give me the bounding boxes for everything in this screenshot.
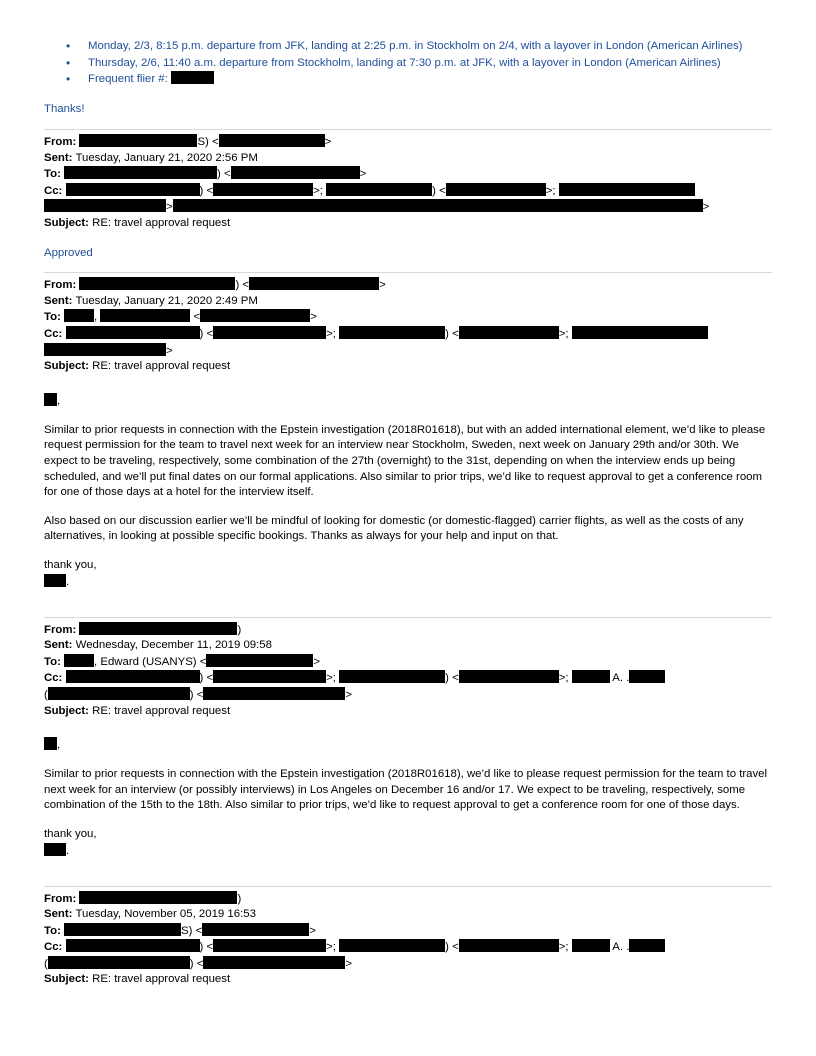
redaction-box [44, 737, 57, 750]
redaction-box [202, 923, 309, 936]
sent-value: Tuesday, January 21, 2020 2:49 PM [75, 294, 258, 307]
email-header [44, 277, 772, 375]
redaction-box [66, 939, 200, 952]
cc-tail: A. . [612, 672, 630, 685]
to-line: To: , < > [44, 311, 317, 324]
email-header [44, 622, 772, 720]
redaction-box [459, 670, 559, 683]
redaction-box [629, 939, 665, 952]
from-label: From: [44, 136, 77, 149]
sent-line [44, 151, 772, 167]
redaction-box [44, 393, 57, 406]
redaction-box [339, 326, 445, 339]
cc-line: Cc: ) < >; ) < >; [44, 326, 772, 343]
to-label: To: [44, 168, 61, 181]
redaction-box [339, 670, 445, 683]
email-header [44, 134, 772, 232]
sent-line [44, 907, 772, 923]
header-divider [44, 272, 772, 273]
to-line: To: ) < > [44, 168, 367, 181]
cc-label: Cc: [44, 941, 63, 954]
itinerary-item [66, 38, 772, 55]
redaction-box [44, 343, 166, 356]
email-body: Also based on our discussion earlier we’ll be mindful of looking for domestic (or domestic-flagged) carrier flights, as well as the costs of any alternatives, in looking at possible specific bookings. Thanks as always for your help and input on that. [44, 514, 744, 543]
redaction-box [64, 309, 94, 322]
redaction-box [203, 687, 345, 700]
signature-line: . [44, 574, 772, 590]
redaction-box [559, 183, 695, 196]
subject-label: Subject: [44, 704, 89, 717]
redaction-box [44, 199, 166, 212]
thanks-line: Thanks! [44, 102, 85, 115]
redaction-box [219, 134, 325, 147]
sent-label: Sent: [44, 151, 73, 164]
sent-label: Sent: [44, 639, 73, 652]
redaction-box [79, 622, 237, 635]
from-label: From: [44, 892, 77, 905]
redaction-box [213, 326, 326, 339]
cc-line-continued: > [44, 343, 772, 360]
signature-line: . [44, 843, 772, 859]
itinerary-list [44, 38, 772, 88]
subject-value: RE: travel approval request [92, 360, 231, 373]
redaction-box [66, 326, 200, 339]
to-label: To: [44, 311, 61, 324]
subject-value: RE: travel approval request [92, 973, 231, 986]
to-line: To: S) < > [44, 924, 316, 937]
from-line: From: S) < > [44, 136, 332, 149]
itinerary-text: Thursday, 2/6, 11:40 a.m. departure from Stockholm, landing at 7:30 p.m. at JFK, with a layover in London (American Airlines) [88, 56, 721, 69]
cc-label: Cc: [44, 672, 63, 685]
redaction-box [79, 134, 109, 147]
redaction-box [200, 309, 310, 322]
redaction-box [249, 277, 379, 290]
redaction-box [629, 670, 665, 683]
sent-line [44, 638, 772, 654]
to-line: To: , Edward (USANYS) < > [44, 655, 321, 668]
sent-label: Sent: [44, 908, 73, 921]
subject-label: Subject: [44, 217, 89, 230]
cc-line-continued: ( ) < > [44, 957, 353, 970]
email-thread [44, 38, 772, 988]
sent-line [44, 294, 772, 310]
redaction-box [79, 277, 235, 290]
redaction-box [206, 654, 313, 667]
redaction-box [213, 939, 326, 952]
sent-value: Tuesday, November 05, 2019 16:53 [75, 908, 256, 921]
redaction-box [66, 183, 200, 196]
subject-label: Subject: [44, 360, 89, 373]
subject-line [44, 359, 772, 375]
header-divider [44, 129, 772, 130]
sent-value: Tuesday, January 21, 2020 2:56 PM [75, 151, 258, 164]
redaction-box [64, 166, 217, 179]
redaction-box [572, 326, 708, 339]
redaction-box [100, 309, 190, 322]
sent-value: Wednesday, December 11, 2019 09:58 [75, 639, 272, 652]
to-name: , Edward (USANYS) < [94, 655, 207, 668]
subject-line [44, 704, 772, 720]
subject-value: RE: travel approval request [92, 217, 231, 230]
greeting-line: , [44, 393, 772, 409]
email-body: Similar to prior requests in connection with the Epstein investigation (2018R01618), we’d like to please request permission for the team to travel next week for an interview (or possibly interviews) in Los Angeles on December 16 and/or 17. We expect to be traveling, respectively, some combination of the 15th to the 18th. Also similar to prior trips, we’d like to request approval to get a conference room for one of those days. [44, 768, 768, 812]
redaction-box [326, 183, 432, 196]
redaction-box [48, 956, 190, 969]
signoff: thank you, [44, 827, 97, 840]
from-line: From: ) < > [44, 279, 386, 292]
redaction-box [64, 654, 94, 667]
email-body: Similar to prior requests in connection with the Epstein investigation (2018R01618), but with an added international element, we’d like to please request permission for the team to travel next week for an interview near Stockholm, Sweden, next week on January 29th and/or 30th. We expect to be traveling, respectively, some combination of the 27th (overnight) to the 31st, depending on when the interview ends up being scheduled, and we’ll put final dates on our formal applications. Also similar to prior trips, we’d like to request approval to get a conference room for one of those days at a hotel for the interview itself. [44, 423, 766, 499]
greeting-line: , [44, 737, 772, 753]
itinerary-text: Monday, 2/3, 8:15 p.m. departure from JFK, landing at 2:25 p.m. in Stockholm on 2/4, with a layover in London (American Airlines) [88, 40, 743, 52]
redaction-box [459, 326, 559, 339]
signoff: thank you, [44, 558, 97, 571]
itinerary-item [66, 55, 772, 72]
itinerary-item [66, 71, 772, 88]
header-divider [44, 617, 772, 618]
subject-line [44, 972, 772, 988]
from-line: From: ) [44, 623, 242, 636]
redaction-box [213, 670, 326, 683]
cc-line: Cc: ) < >; ) < >; A. . [44, 670, 772, 687]
to-label: To: [44, 655, 61, 668]
subject-line [44, 216, 772, 232]
to-label: To: [44, 924, 61, 937]
redaction-box [339, 939, 445, 952]
redaction-box [572, 939, 610, 952]
redaction-box [173, 199, 703, 212]
redaction-box [572, 670, 610, 683]
email-header [44, 891, 772, 989]
redaction-box [64, 923, 181, 936]
redaction-box [66, 670, 200, 683]
from-line: From: ) [44, 892, 242, 905]
redaction-box [459, 939, 559, 952]
sent-label: Sent: [44, 294, 73, 307]
cc-tail: A. . [612, 941, 630, 954]
redaction-box [171, 71, 214, 84]
cc-label: Cc: [44, 328, 63, 341]
cc-line: Cc: ) < >; ) < >; [44, 183, 772, 200]
redaction-box [109, 134, 197, 147]
redaction-box [79, 891, 237, 904]
itinerary-text: Frequent flier #: [88, 73, 168, 85]
redaction-box [203, 956, 345, 969]
email-body: Approved [44, 246, 93, 259]
subject-value: RE: travel approval request [92, 704, 231, 717]
redaction-box [44, 843, 66, 856]
cc-line-continued: ( ) < > [44, 688, 353, 701]
cc-line-continued: > > [44, 199, 772, 216]
cc-label: Cc: [44, 184, 63, 197]
from-label: From: [44, 279, 77, 292]
from-label: From: [44, 623, 77, 636]
redaction-box [213, 183, 313, 196]
redaction-box [48, 687, 190, 700]
redaction-box [446, 183, 546, 196]
subject-label: Subject: [44, 973, 89, 986]
header-divider [44, 886, 772, 887]
cc-line: Cc: ) < >; ) < >; A. . [44, 939, 772, 956]
redaction-box [44, 574, 66, 587]
redaction-box [231, 166, 360, 179]
